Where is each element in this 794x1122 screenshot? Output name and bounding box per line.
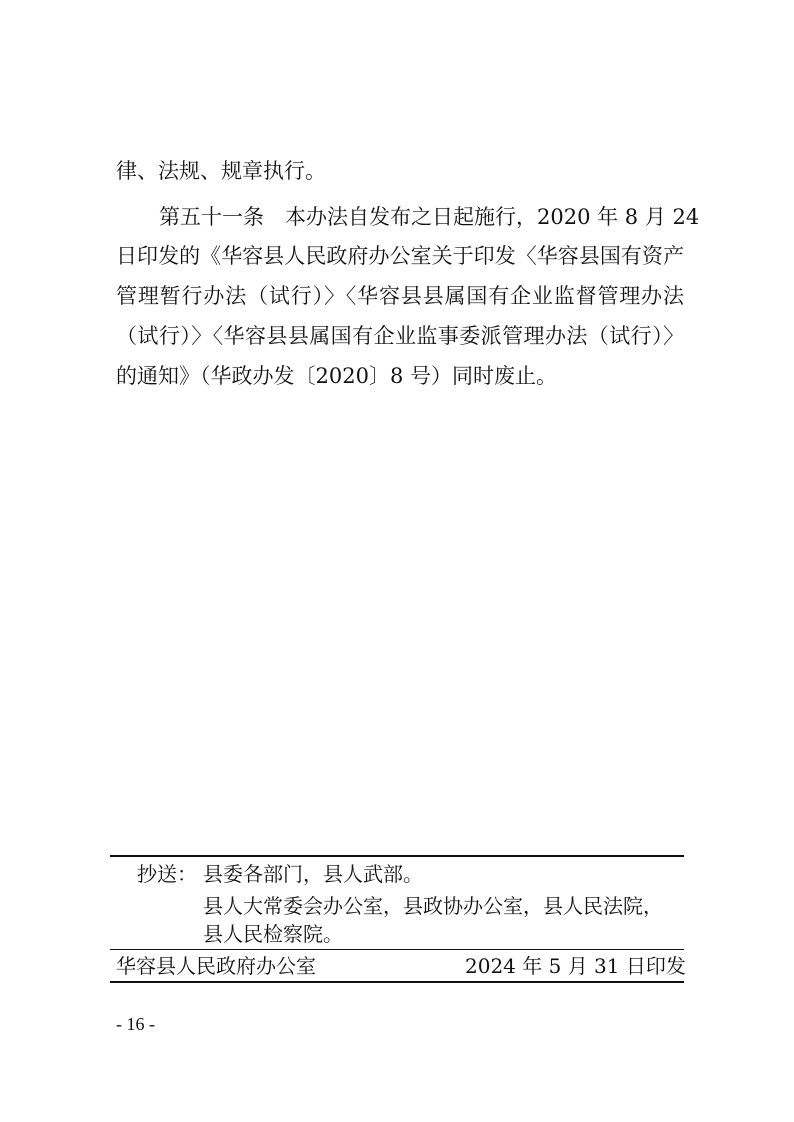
body-line-6: 的通知》（华政办发〔2020〕8 号）同时废止。 (116, 364, 557, 388)
distribution-top-rule (110, 855, 684, 857)
body-line-4: 管理暂行办法（试行）〉〈华容县县属国有企业监督管理办法 (116, 284, 684, 308)
issue-date: 2024 年 5 月 31 日印发 (465, 954, 686, 978)
issuer-bottom-rule (110, 981, 684, 983)
body-line-2: 第五十一条 本办法自发布之日起施行，2020 年 8 月 24 (159, 205, 700, 229)
issuer-top-rule (110, 949, 684, 950)
page-number: - 16 - (116, 1014, 155, 1034)
distribution-line-1: 县委各部门，县人武部。 (203, 862, 423, 886)
body-line-3: 日印发的《华容县人民政府办公室关于印发〈华容县国有资产 (116, 244, 684, 268)
distribution-line-2: 县人大常委会办公室，县政协办公室，县人民法院， (203, 894, 663, 918)
distribution-line-3: 县人民检察院。 (203, 922, 343, 946)
body-line-1: 律、法规、规章执行。 (116, 159, 326, 183)
distribution-label: 抄送： (137, 862, 197, 886)
body-line-5: （试行）〉〈华容县县属国有企业监事委派管理办法（试行）〉 (116, 324, 684, 348)
issuing-office: 华容县人民政府办公室 (116, 954, 316, 978)
